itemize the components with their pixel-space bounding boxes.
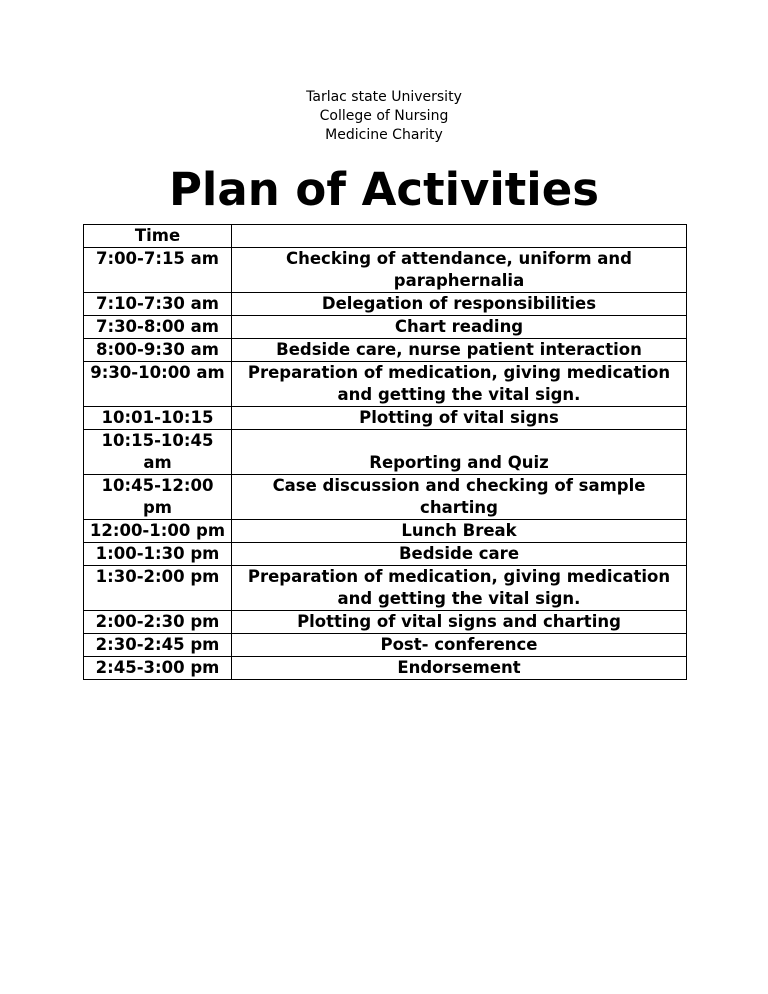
table-row: [84, 430, 687, 475]
time-cell: 10:45-12:00 pm: [84, 475, 232, 520]
activity-cell: Bedside care: [232, 543, 687, 566]
table-row: [84, 407, 687, 430]
activity-column-header: [232, 225, 687, 248]
activity-cell: Plotting of vital signs: [232, 407, 687, 430]
time-cell: 1:00-1:30 pm: [84, 543, 232, 566]
department-name: Medicine Charity: [325, 127, 443, 143]
activity-cell: Preparation of medication, giving medication and getting the vital sign.: [232, 566, 687, 611]
time-cell: 8:00-9:30 am: [84, 339, 232, 362]
page-title: Plan of Activities: [168, 163, 600, 216]
time-cell: 10:15-10:45 am: [84, 430, 232, 475]
schedule-table: [83, 224, 687, 680]
activity-cell: Preparation of medication, giving medication and getting the vital sign.: [232, 362, 687, 407]
activity-cell: Delegation of responsibilities: [232, 293, 687, 316]
table-row: [84, 634, 687, 657]
time-cell: 2:00-2:30 pm: [84, 611, 232, 634]
table-row: [84, 566, 687, 611]
table-row: [84, 543, 687, 566]
activity-cell: Endorsement: [232, 657, 687, 680]
table-header-row: [84, 225, 687, 248]
university-name: Tarlac state University: [306, 89, 462, 105]
document-header: [0, 88, 768, 145]
schedule-body: [84, 225, 687, 680]
table-row: [84, 475, 687, 520]
table-row: [84, 248, 687, 293]
activity-cell: Bedside care, nurse patient interaction: [232, 339, 687, 362]
table-row: [84, 657, 687, 680]
activity-cell: Post- conference: [232, 634, 687, 657]
time-cell: 2:30-2:45 pm: [84, 634, 232, 657]
time-cell: 7:10-7:30 am: [84, 293, 232, 316]
table-row: [84, 362, 687, 407]
activity-cell: Checking of attendance, uniform and paraphernalia: [232, 248, 687, 293]
activity-cell: Chart reading: [232, 316, 687, 339]
time-cell: 9:30-10:00 am: [84, 362, 232, 407]
table-row: [84, 611, 687, 634]
activity-cell: Case discussion and checking of sample charting: [232, 475, 687, 520]
time-cell: 1:30-2:00 pm: [84, 566, 232, 611]
time-cell: 2:45-3:00 pm: [84, 657, 232, 680]
time-cell: 7:30-8:00 am: [84, 316, 232, 339]
table-row: [84, 293, 687, 316]
activity-cell: Plotting of vital signs and charting: [232, 611, 687, 634]
table-row: [84, 339, 687, 362]
college-name: College of Nursing: [319, 108, 449, 124]
time-cell: 12:00-1:00 pm: [84, 520, 232, 543]
time-cell: 10:01-10:15: [84, 407, 232, 430]
activity-cell: Lunch Break: [232, 520, 687, 543]
table-row: [84, 520, 687, 543]
time-column-header: Time: [84, 225, 232, 248]
activity-cell: Reporting and Quiz: [232, 430, 687, 475]
table-row: [84, 316, 687, 339]
time-cell: 7:00-7:15 am: [84, 248, 232, 293]
